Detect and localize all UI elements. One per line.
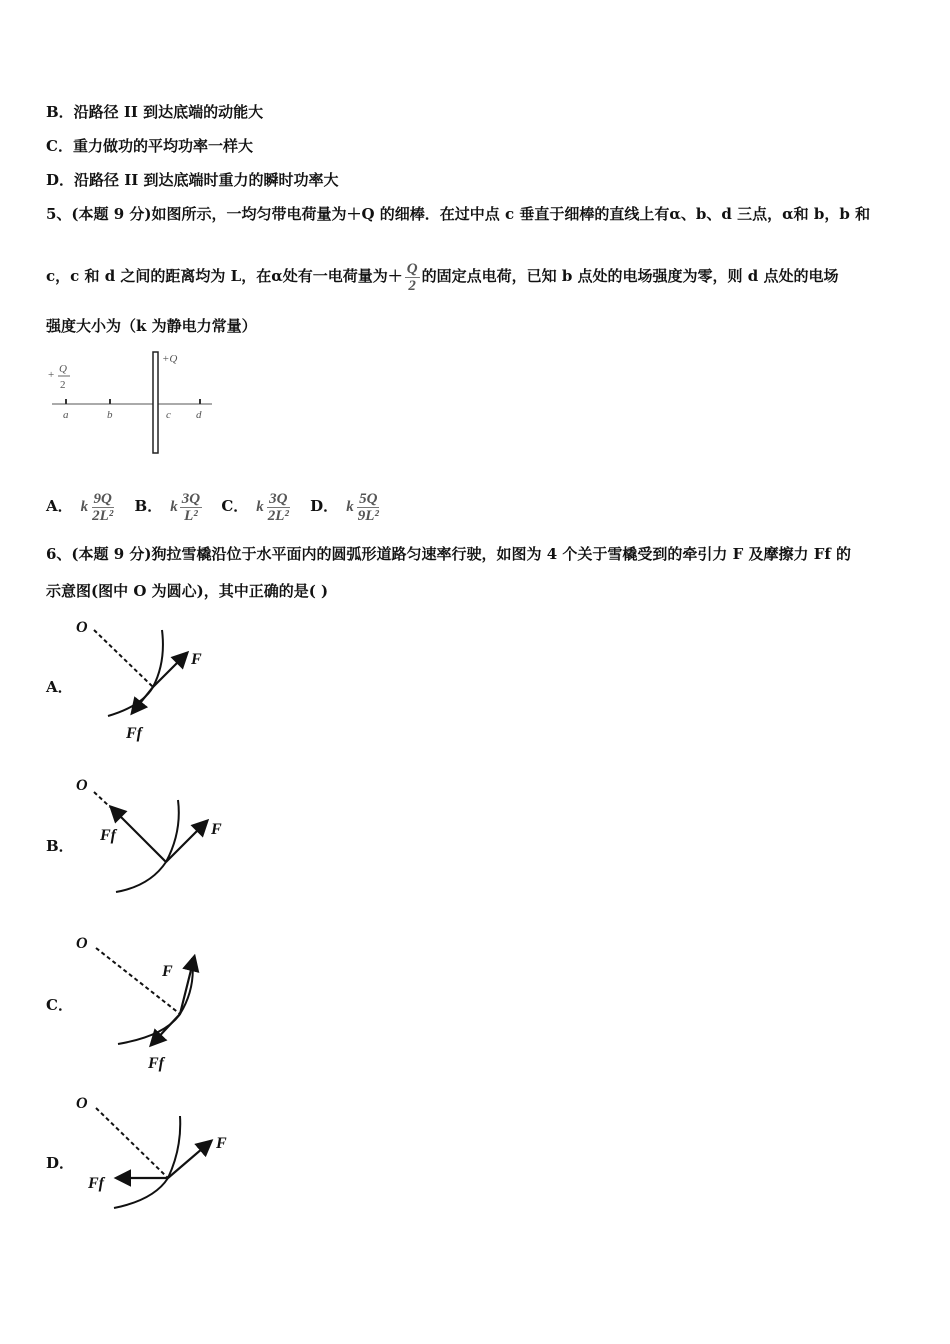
- q5-option-c[interactable]: [221, 486, 293, 527]
- q5-fig-label-d: d: [196, 409, 202, 421]
- q6-option-a-label[interactable]: A．: [46, 678, 73, 696]
- q6b-f-label: F: [211, 821, 222, 838]
- q6d-f-label: F: [216, 1135, 227, 1152]
- q6c-force-ff-arrow: [152, 1014, 180, 1044]
- q5-option-d-k: k: [346, 499, 354, 515]
- q6a-f-label: F: [191, 651, 202, 668]
- q6b-o-label: O: [76, 777, 88, 794]
- q6-figure-b: [70, 770, 230, 900]
- q5-option-b-num: 3Q: [181, 490, 201, 507]
- q6d-radius-dashed: [96, 1108, 168, 1178]
- q6d-ff-label: Ff: [88, 1175, 104, 1192]
- q5-fig-rod-label: +Q: [162, 353, 178, 365]
- q6-figure-d: [70, 1086, 240, 1216]
- q5-stem-line1: 5、(本题 9 分)如图所示，一均匀带电荷量为＋Q 的细棒．在过中点 c 垂直于细棒的直线上有α、b、d 三点，α和 b，b 和: [46, 205, 871, 223]
- q6c-o-label: O: [76, 935, 88, 952]
- q6-option-b-label[interactable]: B．: [46, 837, 74, 855]
- q6a-force-f-arrow: [153, 654, 186, 687]
- q5-fig-charge-num: Q: [59, 363, 67, 375]
- q5-option-d[interactable]: [310, 486, 383, 527]
- q6c-f-label: F: [162, 963, 173, 980]
- q5-stem-line2-part2: 的固定点电荷，已知 b 点处的电场强度为零，则 d 点处的电场: [421, 267, 839, 285]
- q5-option-c-k: k: [256, 499, 264, 515]
- q6a-arc: [108, 630, 163, 716]
- q6b-force-f-arrow: [166, 822, 206, 862]
- q6c-ff-label: Ff: [148, 1055, 164, 1072]
- q5-option-a-den: 2L²: [92, 507, 114, 524]
- q5-fig-rod: [153, 352, 158, 453]
- q6d-arc: [114, 1116, 180, 1208]
- q5-stem-line3: 强度大小为（k 为静电力常量）: [46, 317, 257, 335]
- q5-fig-charge-sign: +: [48, 369, 55, 381]
- q5-option-c-label: C．: [221, 497, 249, 515]
- q5-option-c-num: 3Q: [269, 490, 288, 507]
- q6-option-c-label[interactable]: C．: [46, 996, 73, 1014]
- q5-option-d-num: 5Q: [359, 490, 378, 507]
- q5-stem-line2: [46, 258, 838, 294]
- q5-frac-num: Q: [406, 260, 418, 277]
- q5-fig-label-a: a: [63, 409, 69, 421]
- q5-stem-line2-part1: c，c 和 d 之间的距离均为 L，在α处有一电荷量为＋: [46, 267, 403, 285]
- q5-option-b-k: k: [170, 499, 178, 515]
- q6c-arc: [118, 958, 193, 1044]
- q6-stem-line1: 6、(本题 9 分)狗拉雪橇沿位于水平面内的圆弧形道路匀速率行驶，如图为 4 个关于雪橇受到的牵引力 F 及摩擦力 Ff 的: [46, 545, 852, 563]
- q6b-radius-dashed: [94, 792, 110, 807]
- q5-option-c-den: 2L²: [267, 507, 289, 524]
- q5-frac-den: 2: [408, 277, 416, 294]
- q6-stem-line2: 示意图(图中 O 为圆心)，其中正确的是( ): [46, 582, 329, 600]
- q5-options: [46, 486, 395, 527]
- q5-option-b-label: B．: [134, 497, 163, 515]
- q5-option-a-num: 9Q: [93, 490, 112, 507]
- q6-figure-c: [70, 928, 220, 1076]
- q6a-force-ff-arrow: [133, 687, 153, 712]
- q5-option-d-den: 9L²: [357, 507, 379, 524]
- q6-option-d-label[interactable]: D．: [46, 1154, 75, 1172]
- q5-option-a-label: A．: [46, 497, 73, 515]
- q5-charge-fraction: [405, 261, 420, 294]
- option-d-prev: D．沿路径 II 到达底端时重力的瞬时功率大: [46, 171, 339, 189]
- q6a-radius-dashed: [94, 630, 153, 687]
- q5-fig-charge-den: 2: [60, 379, 66, 391]
- q6b-force-ff-arrow: [112, 808, 166, 862]
- q6c-radius-dashed: [96, 948, 180, 1014]
- option-c-prev: C．重力做功的平均功率一样大: [46, 137, 253, 155]
- q5-option-a-k: k: [80, 499, 89, 515]
- q6b-arc: [116, 800, 179, 892]
- q5-option-b-den: L²: [184, 507, 198, 524]
- q6-figure-a: [70, 612, 210, 747]
- q6a-ff-label: Ff: [126, 725, 142, 742]
- q5-fig-label-c: c: [166, 409, 171, 421]
- q6a-o-label: O: [76, 619, 88, 636]
- q5-fig-label-b: b: [107, 409, 113, 421]
- q5-rod-figure: [46, 348, 226, 458]
- q6b-ff-label: Ff: [100, 827, 116, 844]
- option-b-prev: B．沿路径 II 到达底端的动能大: [46, 103, 264, 121]
- q5-option-d-label: D．: [310, 497, 339, 515]
- q5-option-a[interactable]: [46, 486, 117, 527]
- q5-option-b[interactable]: [135, 486, 205, 527]
- q6d-o-label: O: [76, 1095, 88, 1112]
